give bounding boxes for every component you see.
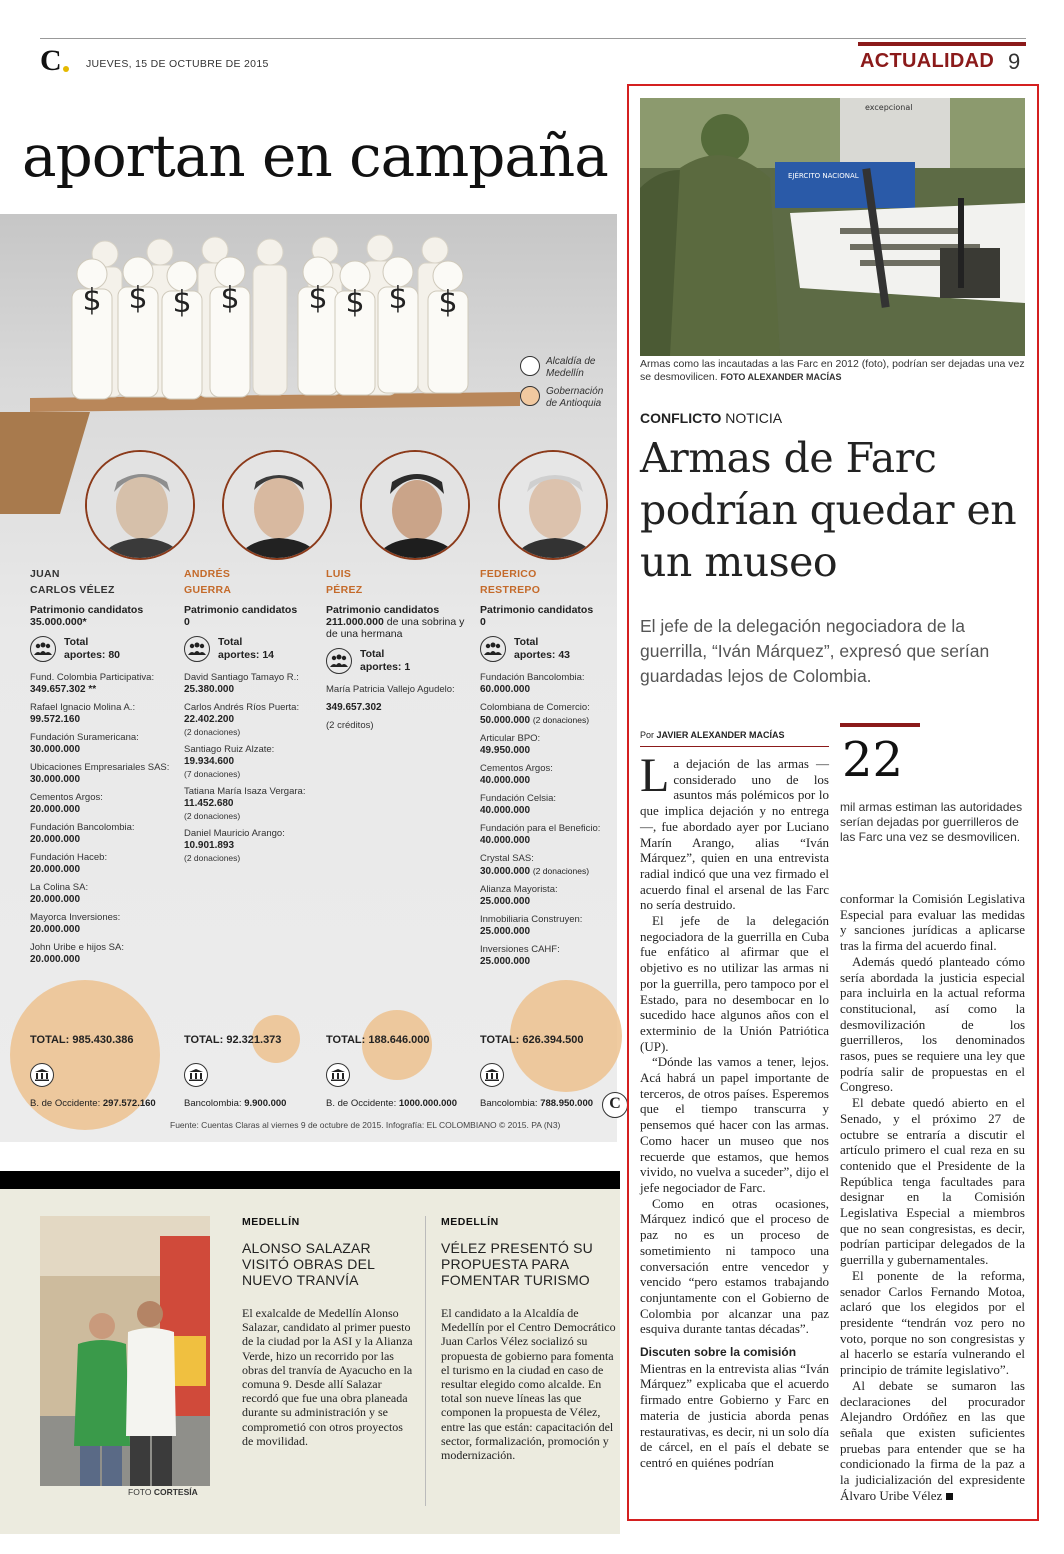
candidate-column-restrepo — [480, 566, 615, 974]
donor-item — [480, 914, 615, 938]
donor-item — [30, 882, 170, 906]
infographic-headline: aportan en campaña — [22, 122, 608, 190]
paper-figure — [253, 239, 287, 395]
donor-item — [480, 884, 615, 908]
paper-figure-dollar — [298, 257, 338, 395]
donor-value: 22.402.200 — [184, 714, 235, 725]
candidate-portrait-guerra — [222, 450, 332, 560]
candidate-name — [480, 566, 615, 600]
candidate-name-line1: FEDERICO — [480, 568, 537, 580]
caption-text: Armas como las incautadas a las Farc en 2012 (foto), podrían ser dejadas una vez se desmovilicen. — [640, 358, 1025, 383]
paper-figure-dollar — [335, 261, 375, 395]
infographic-source: Fuente: Cuentas Claras al viernes 9 de octubre de 2015. Infografía: EL COLOMBIANO © 2015. PA (N3) — [170, 1120, 561, 1130]
body-text: Al debate se sumaron las declaraciones del procurador Alejandro Ordóñez en las que señala que existen suficientes pruebas para entender que se ha condicionado la firma de la paz a la judicialización del expresidente Álvaro Uribe Vélez — [840, 1377, 1025, 1503]
candidate-column-velez — [30, 566, 170, 972]
bank-name: B. de Occidente: — [30, 1098, 101, 1109]
donor-value: 60.000.000 — [480, 684, 531, 695]
svg-text:$: $ — [438, 285, 458, 320]
bank-value: 788.950.000 — [540, 1098, 594, 1109]
candidate-name — [30, 566, 170, 600]
donor-value: 20.000.000 — [30, 954, 81, 965]
candidate-portrait-perez — [360, 450, 470, 560]
body-paragraph: El debate quedó abierto en el Senado, y el próximo 27 de octubre se entraría a discutir el artículo primero el cual reza en su contenido que el Presidente de la República tenga facultades para designar en la Comisión Legislativa Especial a miembros que no sean congresistas, es decir, podrían participar delegados de la guerrilla y gubernamentales. — [840, 1095, 1025, 1268]
paper-figure-dollar — [428, 261, 468, 393]
bank-icon — [480, 1063, 504, 1087]
candidate-name-line2: CARLOS VÉLEZ — [30, 584, 115, 596]
donor-value: 19.934.600 — [184, 756, 235, 767]
aportes-value: aportes: 43 — [514, 649, 571, 661]
donor-value: 25.380.000 — [184, 684, 235, 695]
article-body-col1 — [640, 749, 829, 1471]
donor-value: 30.000.000 — [480, 866, 531, 877]
people-icon — [184, 636, 210, 662]
donor-name: Fundación Bancolombia: — [30, 822, 135, 833]
donor-name: Cementos Argos: — [30, 792, 103, 803]
bank-name: Bancolombia: — [480, 1098, 538, 1109]
donor-name: Daniel Mauricio Arango: — [184, 828, 285, 839]
donor-value: 20.000.000 — [30, 894, 81, 905]
donor-item — [30, 762, 170, 786]
portrait-image — [362, 452, 470, 560]
aportes-row — [480, 636, 615, 662]
candidate-name-line1: JUAN — [30, 568, 60, 580]
donor-value: 25.000.000 — [480, 956, 531, 967]
donor-item — [480, 944, 615, 968]
donor-value: 40.000.000 — [480, 805, 531, 816]
donor-name: Crystal SAS: — [480, 853, 534, 864]
aportes-value: aportes: 1 — [360, 661, 411, 673]
donor-name: La Colina SA: — [30, 882, 89, 893]
donor-item — [30, 822, 170, 846]
svg-text:$: $ — [345, 285, 365, 320]
donor-name: David Santiago Tamayo R.: — [184, 672, 299, 683]
donor-value: 20.000.000 — [30, 864, 81, 875]
donor-value: 20.000.000 — [30, 834, 81, 845]
article-byline — [640, 730, 785, 740]
photo-credit-label: FOTO — [128, 1487, 152, 1497]
aportes-total — [64, 636, 120, 662]
patrimonio-extra: de una sobrina y de una hermana — [326, 616, 465, 640]
legend-swatch-white — [520, 356, 540, 376]
donor-value: 50.000.000 — [480, 715, 531, 726]
portrait-image — [87, 452, 195, 560]
donor-item — [30, 942, 170, 966]
issue-date: JUEVES, 15 DE OCTUBRE DE 2015 — [86, 58, 269, 70]
donor-item — [480, 853, 615, 878]
legend-label: Alcaldía de Medellín — [546, 356, 596, 379]
candidate-name-line2: PÉREZ — [326, 584, 363, 596]
brief-body: El candidato a la Alcaldía de Medellín por el Centro Democrático Juan Carlos Vélez socializó su propuesta de gobierno para fomenta el turismo en la ciudad en caso de resultar elegido como alcalde. En total son nueve líneas las que componen la propuesta de Vélez, entre las que están: capacitación del sector, formalización, promoción y modernización. — [441, 1306, 616, 1463]
svg-text:$: $ — [220, 281, 240, 316]
bank-credit-perez — [326, 1098, 457, 1109]
candidate-portrait-velez — [85, 450, 195, 560]
dropcap: L — [640, 749, 670, 802]
donor-name: Colombiana de Comercio: — [480, 702, 590, 713]
body-text: a dejación de las armas —considerado uno de los asuntos más polémicos por lo que implica dejación y no entrega—, fue abordado ayer por Luciano Marín Arango, alias “Iván Márquez”, quien en una entrevista radial indicó que una vez firmado el acuerdo final el arsenal de las Farc no sería destruido. — [640, 756, 829, 913]
caption-credit: FOTO ALEXANDER MACÍAS — [720, 372, 842, 382]
paper-figure-dollar — [210, 257, 250, 397]
stat-rule — [840, 723, 920, 727]
legend-item-alcaldia — [520, 356, 612, 380]
donor-item — [30, 672, 170, 696]
body-paragraph: Mientras en la entrevista alias “Iván Márquez” explicaba que el acuerdo firmado entre Gobierno y Farc en materia de justicia aborda penas restaurativas, es decir, ni un solo día de cárcel, en el país el debate se centró en quiénes podrían — [640, 1360, 829, 1470]
kicker-type: NOTICIA — [725, 410, 783, 426]
stat-number: 22 — [842, 732, 904, 788]
donor-name: Alianza Mayorista: — [480, 884, 558, 895]
people-icon — [326, 648, 352, 674]
aportes-label: Total — [514, 636, 539, 648]
paper-figure-dollar — [118, 257, 158, 397]
portrait-image — [224, 452, 332, 560]
candidate-name-line2: RESTREPO — [480, 584, 541, 596]
body-subhead: Discuten sobre la comisión — [640, 1345, 797, 1360]
donor-item — [480, 793, 615, 817]
donor-note: (2 donaciones) — [532, 715, 590, 725]
donor-item — [184, 702, 319, 738]
paper-figure-dollar — [378, 257, 418, 393]
aportes-label: Total — [360, 648, 385, 660]
legend-item-gobernacion — [520, 386, 612, 410]
donor-value: 20.000.000 — [30, 804, 81, 815]
aportes-label: Total — [64, 636, 89, 648]
total-velez: TOTAL: 985.430.386 — [30, 1034, 134, 1046]
aportes-value: aportes: 80 — [64, 649, 121, 661]
body-paragraph: Además quedó planteado cómo sería abordada la justicia especial para incluirla en la actual reforma constitucional, así como la desmovilización de los guerrilleros, los denominados rasos, pues se requiere una ley que podría salir de propuestas en el Congreso. — [840, 953, 1025, 1095]
donor-value: 10.901.893 — [184, 840, 235, 851]
people-icon — [480, 636, 506, 662]
donor-name: Ubicaciones Empresariales SAS: — [30, 762, 170, 773]
donor-item — [184, 672, 319, 696]
brief-title[interactable]: ALONSO SALAZAR VISITÓ OBRAS DEL NUEVO TRANVÍA — [242, 1240, 375, 1288]
photo-sign-army: EJÉRCITO NACIONAL — [788, 172, 859, 180]
people-icon — [30, 636, 56, 662]
byline-prefix: Por — [640, 730, 655, 740]
bank-value: 9.900.000 — [244, 1098, 287, 1109]
candidate-name — [184, 566, 319, 600]
donor-name: Fundación Celsia: — [480, 793, 557, 804]
donor-item — [30, 702, 170, 726]
bank-value: 297.572.160 — [102, 1098, 156, 1109]
donor-value: 99.572.160 — [30, 714, 81, 725]
svg-text:$: $ — [82, 283, 102, 318]
aportes-total — [218, 636, 274, 662]
donor-item — [30, 852, 170, 876]
donor-name: Fundación para el Beneficio: — [480, 823, 601, 834]
bank-credit-restrepo — [480, 1098, 593, 1109]
header-rule — [40, 38, 1026, 39]
donor-item — [326, 684, 466, 732]
donor-name: Rafael Ignacio Molina A.: — [30, 702, 136, 713]
aportes-row — [326, 648, 466, 674]
donor-value: 20.000.000 — [30, 924, 81, 935]
donor-item — [184, 744, 319, 780]
patrimonio-value: 0 — [480, 616, 486, 628]
photo-caption — [640, 358, 1025, 384]
donor-value: 30.000.000 — [30, 744, 81, 755]
body-paragraph: conformar la Comisión Legislativa Especial para evaluar las medidas y sanciones jurídicas a aplicarse tras la firma del acuerdo final. — [840, 891, 1025, 954]
donor-note: (2 donaciones) — [184, 727, 241, 737]
total-perez: TOTAL: 188.646.000 — [326, 1034, 430, 1046]
donor-item — [30, 912, 170, 936]
candidate-name-line1: LUIS — [326, 568, 352, 580]
aportes-total — [514, 636, 570, 662]
patrimonio-value: 35.000.000* — [30, 616, 87, 628]
candidate-name-line1: ANDRÉS — [184, 568, 231, 580]
brief-velez — [441, 1216, 616, 1462]
photo-credit-name: CORTESÍA — [153, 1487, 198, 1497]
chart-legend — [520, 356, 612, 416]
page-number: 9 — [1008, 49, 1021, 74]
brief-photo-credit — [128, 1487, 198, 1497]
small-newspaper-logo: C — [602, 1092, 628, 1118]
candidate-name — [326, 566, 466, 600]
donor-item — [184, 786, 319, 822]
article-headline[interactable]: Armas de Farc podrían quedar en un museo — [640, 434, 1017, 586]
total-restrepo: TOTAL: 626.394.500 — [480, 1034, 584, 1046]
legend-label: Gobernación de Antioquia — [546, 386, 604, 409]
bank-icon — [184, 1063, 208, 1087]
brief-body: El exalcalde de Medellín Alonso Salazar, candidato al primer puesto de la ciudad por la ASI y la Alianza Verde, hizo un recorrido por las obras del tranvía de Ayacucho en la comuna 9. Desde allí Salazar recordó que fue una obra planeada durante su administración y se comprometió con otros proyectos de movilidad. — [242, 1306, 413, 1448]
paper-figure-dollar — [72, 259, 112, 399]
patrimonio-value: 0 — [184, 616, 190, 628]
section-name: ACTUALIDAD — [860, 50, 995, 72]
aportes-total — [360, 648, 410, 674]
aportes-value: aportes: 14 — [218, 649, 275, 661]
newspaper-logo: C — [40, 44, 62, 77]
donor-note: (2 donaciones) — [532, 866, 590, 876]
donor-item — [30, 732, 170, 756]
donor-name: Tatiana María Isaza Vergara: — [184, 786, 306, 797]
portrait-image — [500, 452, 608, 560]
donor-item — [30, 792, 170, 816]
donor-item — [480, 763, 615, 787]
donor-item — [480, 823, 615, 847]
byline-author: JAVIER ALEXANDER MACÍAS — [656, 730, 785, 740]
byline-rule — [640, 746, 829, 747]
donor-note: (7 donaciones) — [184, 769, 241, 779]
donor-value: 11.452.680 — [184, 798, 234, 809]
bank-value: 1000.000.000 — [398, 1098, 457, 1109]
body-paragraph: “Dónde las vamos a tener, lejos. Acá habrá un papel importante de terceros, de otros países. Esperemos que el tiempo transcurra y pensemos qué hacer con las armas. Como hacer un museo que nos recuerde que estamos, que hemos vivido, no vuelva a suceder”, dijo el jefe negociador de Farc. — [640, 1054, 829, 1195]
brief-photo — [40, 1216, 210, 1486]
donor-value: 349.657.302 ** — [30, 684, 97, 695]
brief-salazar — [242, 1216, 417, 1448]
patrimonio-label: Patrimonio candidatos — [480, 604, 594, 616]
total-guerra: TOTAL: 92.321.373 — [184, 1034, 282, 1046]
article-deck: El jefe de la delegación negociadora de la guerrilla, “Iván Márquez”, expresó que serían guardadas lejos de Colombia. — [640, 616, 990, 686]
section-bar — [858, 42, 1026, 46]
donor-name: Mayorca Inversiones: — [30, 912, 121, 923]
aportes-label: Total — [218, 636, 243, 648]
bank-name: B. de Occidente: — [326, 1098, 397, 1109]
body-paragraph: El ponente de la reforma, senador Carlos Fernando Motoa, aclaró que los elegidos por el presidente “tendrán voz pero no voto, porque no son congresistas y al hacerlo se estaría vulnerando el principio de trámite legislativo”. — [840, 1267, 1025, 1378]
bank-icon — [30, 1063, 54, 1087]
stat-text: mil armas estiman las autoridades serían dejadas por guerrilleros de las Farc una vez se desmovilicen. — [840, 800, 1023, 844]
donor-name: María Patricia Vallejo Agudelo: — [326, 684, 455, 695]
article-photo-image — [640, 98, 1025, 356]
bank-credit-guerra — [184, 1098, 286, 1109]
patrimonio-row — [326, 616, 466, 640]
candidate-column-guerra — [184, 566, 319, 870]
logo-dot — [63, 66, 69, 72]
aportes-row — [184, 636, 319, 662]
article-photo — [640, 98, 1025, 356]
bank-name: Bancolombia: — [184, 1098, 242, 1109]
patrimonio-label: Patrimonio candidatos — [30, 604, 144, 616]
svg-text:$: $ — [388, 281, 408, 316]
patrimonio-label: Patrimonio candidatos — [184, 604, 298, 616]
paper-figure-dollar — [162, 261, 202, 399]
donor-value: 30.000.000 — [30, 774, 81, 785]
donor-item — [480, 702, 615, 727]
aportes-row — [30, 636, 170, 662]
donor-value: 40.000.000 — [480, 835, 531, 846]
donor-name: Santiago Ruiz Alzate: — [184, 744, 275, 755]
donor-name: Articular BPO: — [480, 733, 541, 744]
patrimonio-label: Patrimonio candidatos — [326, 604, 440, 616]
article-body-col2 — [840, 891, 1025, 1503]
donor-item — [480, 733, 615, 757]
donor-value: 40.000.000 — [480, 775, 531, 786]
donor-value: 25.000.000 — [480, 896, 531, 907]
donor-name: Inmobiliaria Construyen: — [480, 914, 583, 925]
donor-item — [480, 672, 615, 696]
end-mark-icon — [946, 1493, 953, 1500]
body-paragraph — [640, 749, 829, 913]
donor-value: 49.950.000 — [480, 745, 531, 756]
donor-item — [184, 828, 319, 864]
donor-name: Fund. Colombia Participativa: — [30, 672, 155, 683]
donor-name: Cementos Argos: — [480, 763, 553, 774]
body-paragraph: El jefe de la delegación negociadora de la guerrilla en Cuba fue enfático al afirmar que el objetivo es no utilizar las armas ni por la guerrilla, pero tampoco por el Estado, para no desembocar en lo sucedido hace algunos años con el exterminio de la Unión Patriótica (UP). — [640, 913, 829, 1054]
donor-note: (2 donaciones) — [184, 853, 241, 863]
donor-name: Fundación Haceb: — [30, 852, 108, 863]
brief-tag: MEDELLÍN — [441, 1216, 499, 1228]
candidate-name-line2: GUERRA — [184, 584, 232, 596]
brief-title[interactable]: VÉLEZ PRESENTÓ SU PROPUESTA PARA FOMENTAR TURISMO — [441, 1240, 593, 1288]
patrimonio-value: 211.000.000 — [326, 616, 384, 628]
candidate-column-perez — [326, 566, 466, 738]
donor-name: Carlos Andrés Ríos Puerta: — [184, 702, 300, 713]
photo-sign-small: excepcional — [865, 103, 913, 112]
donor-note: (2 donaciones) — [184, 811, 241, 821]
body-paragraph — [840, 1378, 1025, 1504]
brief-divider — [425, 1216, 426, 1506]
article-kicker — [640, 410, 782, 426]
separator-bar — [0, 1171, 620, 1189]
donor-value: 25.000.000 — [480, 926, 531, 937]
body-paragraph: Como en otras ocasiones, Márquez indicó que el proceso de paz no es un proceso de sometimiento ni tampoco una conversación entre vencedor y vencido “pero estamos trabajando conjuntamente con el Gobierno de Colombia por alcanzar una paz esquiva durante tantas décadas”. — [640, 1195, 829, 1337]
donor-name: Fundación Bancolombia: — [480, 672, 585, 683]
donor-name: Fundación Suramericana: — [30, 732, 139, 743]
kicker-category: CONFLICTO — [640, 410, 722, 426]
legend-swatch-peach — [520, 386, 540, 406]
svg-text:$: $ — [308, 281, 328, 316]
donor-value: 349.657.302 — [326, 702, 382, 713]
donor-note: (2 créditos) — [326, 720, 374, 731]
svg-text:$: $ — [128, 281, 148, 316]
candidate-portrait-restrepo — [498, 450, 608, 560]
bank-credit-velez — [30, 1098, 156, 1109]
svg-text:$: $ — [172, 285, 192, 320]
donor-name: Inversiones CAHF: — [480, 944, 560, 955]
brief-photo-image — [40, 1216, 210, 1486]
bank-icon — [326, 1063, 350, 1087]
brief-tag: MEDELLÍN — [242, 1216, 300, 1228]
donor-name: John Uribe e hijos SA: — [30, 942, 124, 953]
